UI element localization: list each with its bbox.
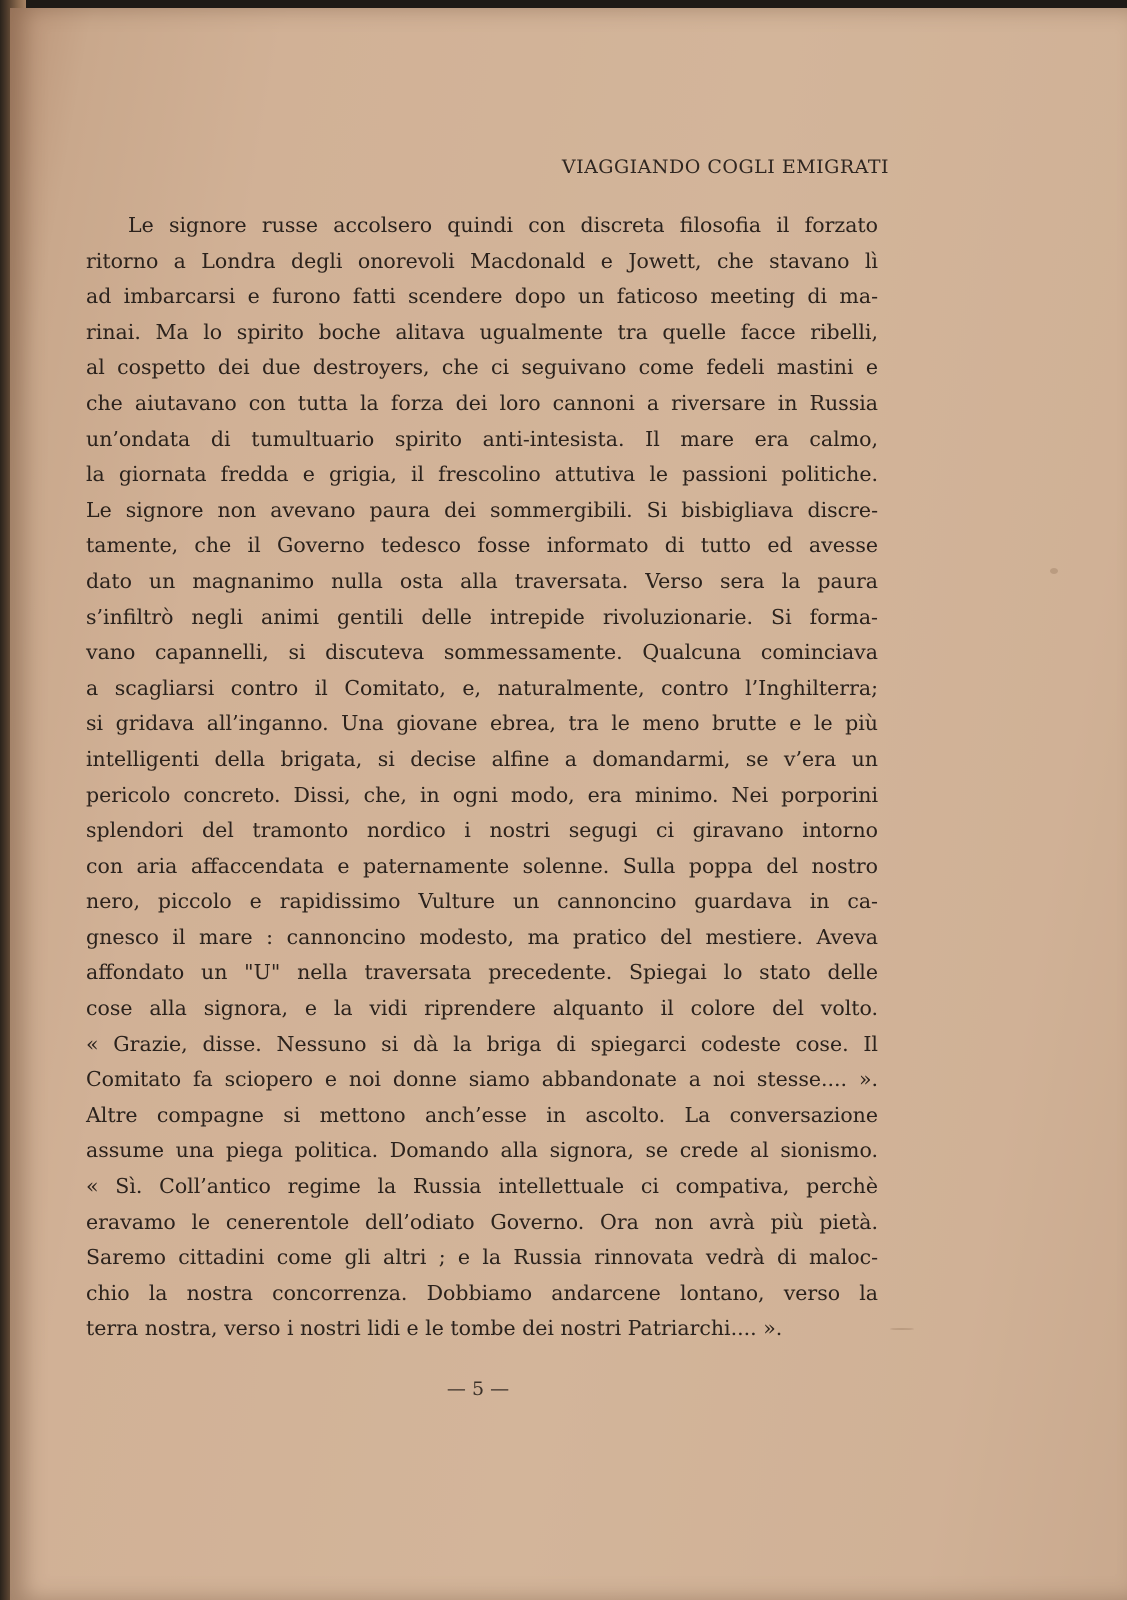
text-line: ad imbarcarsi e furono fatti scendere dopo un faticoso meeting di ma- [86,284,878,309]
text-line: pericolo concreto. Dissi, che, in ogni modo, era minimo. Nei porporini [86,782,878,807]
text-line: cose alla signora, e la vidi riprendere alquanto il colore del volto. [86,996,878,1021]
text-line: nero, piccolo e rapidissimo Vulture un cannoncino guardava in ca- [86,889,878,914]
text-line: al cospetto dei due destroyers, che ci seguivano come fedeli mastini e [86,355,878,380]
text-line: la giornata fredda e grigia, il frescolino attutiva le passioni politiche. [86,462,878,487]
running-title: VIAGGIANDO COGLI EMIGRATI [561,156,889,178]
text-line: assume una piega politica. Domando alla signora, se crede al sionismo. [86,1138,878,1163]
page-number: — 5 — [446,1378,510,1400]
text-line: dato un magnanimo nulla osta alla traversata. Verso sera la paura [86,568,878,593]
text-line: tamente, che il Governo tedesco fosse informato di tutto ed avesse [86,533,878,558]
text-line: a scagliarsi contro il Comitato, e, naturalmente, contro l’Inghilterra; [86,675,878,700]
text-line: « Grazie, disse. Nessuno si dà la briga di spiegarci codeste cose. Il [86,1031,878,1056]
text-line: s’infiltrò negli animi gentili delle intrepide rivoluzionarie. Si forma- [86,604,878,629]
text-line: Altre compagne si mettono anch’esse in ascolto. La conversazione [86,1102,878,1127]
text-line: splendori del tramonto nordico i nostri segugi ci giravano intorno [86,818,878,843]
text-line: Le signore russe accolsero quindi con discreta filosofia il forzato [128,213,878,237]
body-paragraph [86,208,878,1347]
text-line: con aria affaccendata e paternamente solenne. Sulla poppa del nostro [86,853,878,878]
text-line: Saremo cittadini come gli altri ; e la Russia rinnovata vedrà di maloc- [86,1245,878,1270]
text-line: « Sì. Coll’antico regime la Russia intellettuale ci compativa, perchè [86,1174,878,1199]
text-line: terra nostra, verso i nostri lidi e le tombe dei nostri Patriarchi.... ». [86,1316,783,1341]
book-page [10,8,1127,1600]
text-line: si gridava all’inganno. Una giovane ebrea, tra le meno brutte e le più [86,711,878,736]
text-line: un’ondata di tumultuario spirito anti-intesista. Il mare era calmo, [86,426,878,451]
paper-stain [890,1328,914,1330]
text-line: Le signore non avevano paura dei sommergibili. Si bisbigliava discre- [86,497,878,522]
text-line: ritorno a Londra degli onorevoli Macdonald e Jowett, che stavano lì [86,248,878,273]
paper-stain [1050,568,1058,574]
text-line: intelligenti della brigata, si decise alfine a domandarmi, se v’era un [86,746,878,771]
text-line: chio la nostra concorrenza. Dobbiamo andarcene lontano, verso la [86,1280,878,1305]
text-line: rinai. Ma lo spirito boche alitava ugualmente tra quelle facce ribelli, [86,319,878,344]
text-line: gnesco il mare : cannoncino modesto, ma pratico del mestiere. Aveva [86,924,878,949]
text-line: affondato un "U" nella traversata precedente. Spiegai lo stato delle [86,960,878,985]
text-line: vano capannelli, si discuteva sommessamente. Qualcuna cominciava [86,640,878,665]
text-line: che aiutavano con tutta la forza dei loro cannoni a riversare in Russia [86,390,878,415]
text-line: Comitato fa sciopero e noi donne siamo abbandonate a noi stesse.... ». [86,1067,878,1092]
text-line: eravamo le cenerentole dell’odiato Governo. Ora non avrà più pietà. [86,1209,878,1234]
